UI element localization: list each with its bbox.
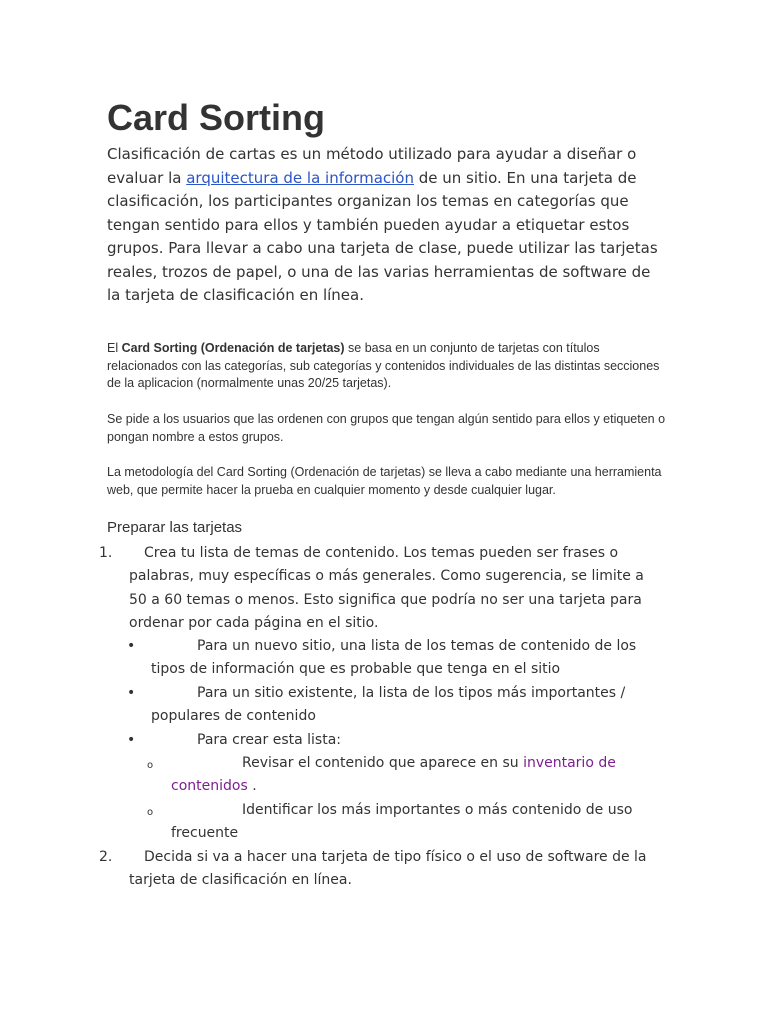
list-item <box>99 542 659 635</box>
list-number: 1. <box>99 545 113 561</box>
circle-bullet-icon: o <box>147 807 154 818</box>
circle-bullet-icon: o <box>147 760 154 771</box>
list-item-text: Para un nuevo sitio, una lista de los temas de contenido de los tipos de información que es probable que tenga en el sitio <box>151 638 637 678</box>
page-title: Card Sorting <box>107 97 326 138</box>
list-item-text: Decida si va a hacer una tarjeta de tipo físico o el uso de software de la tarjeta de clasificación en línea. <box>129 849 647 889</box>
list-item <box>99 846 659 893</box>
sub-item-text: Revisar el contenido que aparece en su <box>242 755 524 771</box>
bullet-icon: • <box>127 732 136 748</box>
list-number: 2. <box>99 849 113 865</box>
intro-text-start: Clasificación de cartas es un método utilizado para ayudar a diseñar o evaluar la <box>107 145 637 187</box>
list-item <box>147 799 637 846</box>
intro-paragraph <box>107 143 667 308</box>
list-item-text: Crea tu lista de temas de contenido. Los temas pueden ser frases o palabras, muy específicas o más generales. Como sugerencia, se limite a 50 a 60 temas o menos. Esto significa que podría no ser una tarjeta para ordenar por cada página en el sitio. <box>129 545 644 631</box>
sub-item-end: . <box>247 778 257 795</box>
intro-text-end: de un sitio. En una tarjeta de clasificación, los participantes organizan los temas en categorías que tengan sentido para ellos y también pueden ayudar a etiquetar estos grupos. Para llevar a cabo una tarjeta de clase, puede utilizar las tarjetas reales, trozos de papel, o una de las varias herramientas de software de la tarjeta de clasificación en línea. <box>107 168 658 304</box>
definition-prefix: El <box>107 341 122 355</box>
list-item-text: Identificar los más importantes o más contenido de uso frecuente <box>171 802 633 842</box>
definition-term: Card Sorting (Ordenación de tarjetas) <box>121 341 345 355</box>
information-architecture-link[interactable]: arquitectura de la información <box>186 168 414 187</box>
list-item-text: Para crear esta lista: <box>197 732 342 748</box>
ask-users-paragraph: Se pide a los usuarios que las ordenen con grupos que tengan algún sentido para ellos y etiqueten o pongan nombre a estos grupos. <box>107 412 666 444</box>
section-heading: Preparar las tarjetas <box>107 519 243 536</box>
definition-paragraph <box>107 340 667 393</box>
methodology-paragraph: La metodología del Card Sorting (Ordenación de tarjetas) se lleva a cabo mediante una herramienta web, que permite hacer la prueba en cualquier momento y desde cualquier lugar. <box>107 465 662 497</box>
content-inventory-link[interactable]: inventario de contenidos <box>171 755 616 795</box>
bullet-icon: • <box>127 638 136 654</box>
bullet-icon: • <box>127 685 136 701</box>
list-item <box>127 682 647 729</box>
list-item <box>127 729 647 752</box>
list-item-text <box>147 752 667 799</box>
list-item-text: Para un sitio existente, la lista de los tipos más importantes / populares de contenido <box>151 685 626 725</box>
list-item <box>147 752 667 799</box>
definition-text: se basa en un conjunto de tarjetas con títulos relacionados con las categorías, sub categorías y contenidos individuales de las distintas secciones de la aplicacion (normalmente unas 20/25 tarjetas). <box>107 341 660 390</box>
list-item <box>127 635 647 682</box>
